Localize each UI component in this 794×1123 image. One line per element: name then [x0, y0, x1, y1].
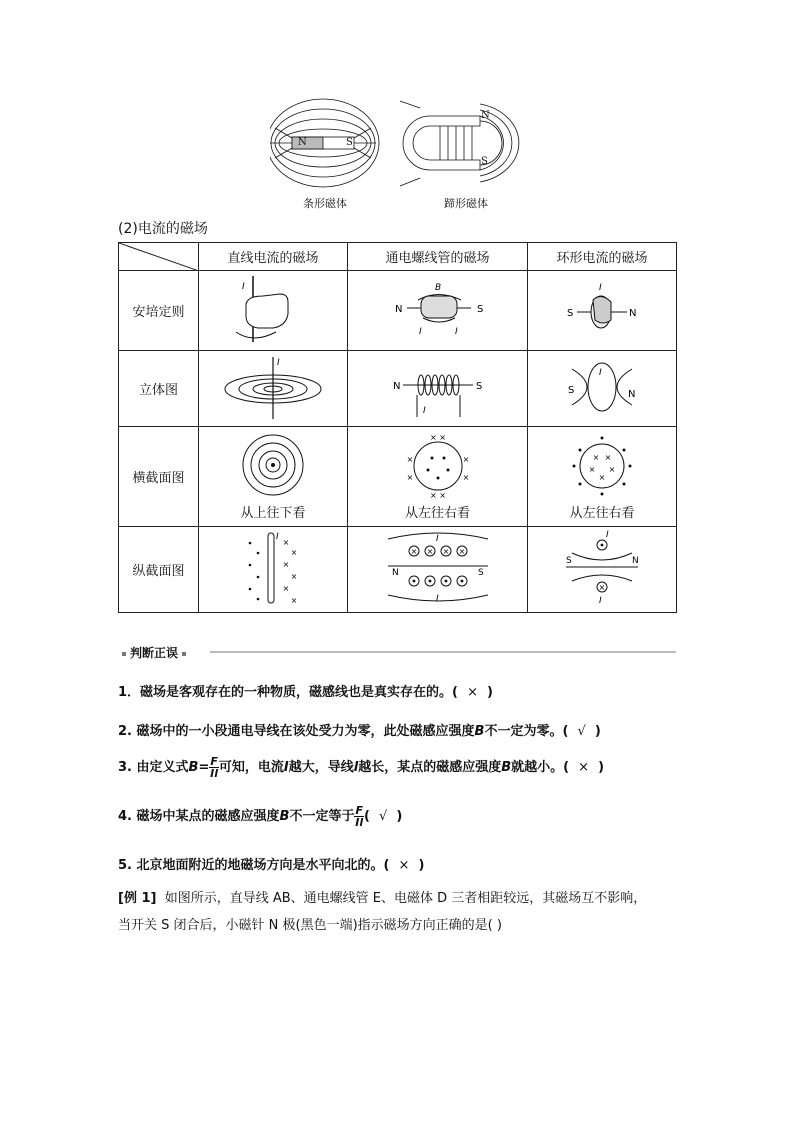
loop-long-icon: [552, 529, 652, 607]
svg-text:B: B: [434, 282, 441, 293]
cell-3d-solenoid: [348, 351, 528, 427]
cell-cross-straight: [199, 427, 348, 527]
svg-text:×: ×: [604, 453, 612, 462]
svg-text:I: I: [599, 367, 602, 378]
horseshoe-s-label: S: [481, 156, 488, 167]
svg-text:×: ×: [458, 546, 465, 556]
header-loop-current: 环形电流的磁场: [528, 243, 677, 271]
svg-text:N: N: [629, 307, 637, 319]
row-label-cross-section: 横截面图: [119, 427, 199, 527]
caption-left-right-1: 从左往右看: [404, 506, 470, 521]
svg-text:S: S: [477, 567, 484, 578]
svg-text:×: ×: [592, 453, 600, 462]
svg-text:I: I: [435, 533, 439, 544]
svg-text:×: ×: [442, 546, 449, 556]
judge-item-3: 3. 由定义式B= $\frac{F}{Il}$ 可知，电流I越大，导线l越长，某点的磁感应强度B就越小。( × ): [118, 755, 605, 780]
judge-item-4: 4. 磁场中某点的磁感应强度B不一定等于 $\frac{F}{Il}$ ( √ ): [118, 804, 403, 829]
answer-1: ×: [467, 685, 478, 700]
svg-text:I: I: [454, 326, 458, 337]
svg-text:S: S: [566, 555, 572, 566]
svg-text:×: ×: [462, 473, 469, 482]
svg-text:S: S: [475, 380, 482, 392]
current-i-label: I: [242, 281, 245, 292]
example-line-1: 如图所示，直导线 AB、通电螺线管 E、电磁体 D 三者相距较远，其磁场互不影响，: [164, 891, 647, 906]
header-straight-current: 直线电流的磁场: [199, 243, 348, 271]
answer-4: √: [379, 809, 388, 824]
horseshoe-magnet-caption: 蹄形磁体: [444, 197, 488, 210]
svg-text:I: I: [276, 531, 279, 542]
subsection-title: (2)电流的磁场: [118, 221, 208, 237]
solenoid-3d-icon: [383, 353, 493, 421]
svg-text:I: I: [599, 595, 602, 606]
svg-text:N: N: [628, 388, 636, 400]
cell-ampere-straight: [199, 271, 348, 351]
row-label-longitudinal-section: 纵截面图: [119, 527, 199, 613]
answer-5: ×: [398, 858, 410, 873]
horseshoe-n-label: N: [481, 110, 490, 121]
fraction-f-over-il: $\frac{F}{Il}$: [210, 755, 219, 780]
solenoid-cross-icon: [398, 432, 478, 498]
right-hand-straight-wire-icon: [228, 274, 318, 344]
svg-text:I: I: [277, 357, 280, 368]
cell-long-solenoid: [348, 527, 528, 613]
right-hand-loop-icon: [557, 274, 647, 344]
svg-text:×: ×: [410, 546, 417, 556]
row-label-ampere-rule: 安培定则: [119, 271, 199, 351]
bar-magnet-caption: 条形磁体: [303, 197, 347, 210]
bar-n-label: N: [298, 137, 307, 148]
straight-wire-cross-icon: [238, 432, 308, 498]
svg-text:I: I: [422, 405, 426, 416]
header-solenoid: 通电螺线管的磁场: [348, 243, 528, 271]
svg-text:N: N: [394, 303, 402, 315]
svg-text:×: ×: [588, 465, 596, 474]
row-label-3d: 立体图: [119, 351, 199, 427]
straight-wire-3d-icon: [213, 353, 333, 421]
svg-text:N: N: [392, 380, 400, 392]
cell-ampere-loop: [528, 271, 677, 351]
cell-long-loop: [528, 527, 677, 613]
example-line-2: 当开关 S 闭合后，小磁针 N 极(黑色一端)指示磁场方向正确的是( ): [118, 918, 502, 933]
svg-text:×: ×: [406, 455, 413, 464]
svg-text:×: ×: [290, 571, 298, 581]
judge-item-1: 1．磁场是客观存在的一种物质，磁感线也是真实存在的。( × ): [118, 685, 493, 700]
judge-section-title: 判断正误: [130, 646, 179, 660]
straight-wire-long-icon: [228, 529, 318, 607]
right-hand-solenoid-icon: [383, 274, 493, 344]
caption-top-down: 从上往下看: [240, 506, 306, 521]
fraction-f-over-il-2: $\frac{F}{Il}$: [355, 804, 364, 829]
svg-text:×: ×: [608, 465, 616, 474]
answer-3: ×: [578, 760, 590, 775]
horseshoe-magnet: [400, 101, 519, 186]
svg-text:I: I: [418, 326, 422, 337]
section-divider: [210, 651, 676, 653]
bullet-square: [122, 652, 126, 656]
bullet-square: [182, 652, 186, 656]
svg-text:×: ×: [426, 546, 433, 556]
magnet-field-drawing: [270, 96, 530, 196]
judge-section-header: [118, 644, 676, 660]
bar-magnet: [270, 99, 379, 187]
cell-ampere-solenoid: [348, 271, 528, 351]
example-1: [118, 885, 678, 939]
svg-text:×: ×: [406, 473, 413, 482]
bar-s-label: S: [346, 137, 353, 148]
svg-text:×: ×: [290, 595, 298, 605]
svg-text:S: S: [476, 303, 483, 315]
table-diagonal-corner: [119, 243, 199, 271]
svg-text:I: I: [435, 593, 439, 604]
caption-left-right-2: 从左往右看: [569, 506, 635, 521]
magnet-figure: [270, 96, 530, 196]
current-field-table: [118, 242, 677, 613]
svg-text:×: ×: [290, 547, 298, 557]
cell-long-straight: [199, 527, 348, 613]
judge-item-5: 5. 北京地面附近的地磁场方向是水平向北的。( × ): [118, 858, 425, 873]
svg-text:I: I: [606, 529, 609, 540]
svg-text:S: S: [568, 384, 575, 396]
answer-2: √: [577, 724, 586, 739]
svg-text:I: I: [599, 282, 602, 293]
svg-text:S: S: [567, 307, 574, 319]
cell-cross-solenoid: [348, 427, 528, 527]
solenoid-long-icon: [378, 529, 498, 607]
example-tag: [例 1]: [118, 891, 157, 906]
svg-text:×: ×: [598, 473, 606, 482]
svg-text:× ×: × ×: [429, 491, 446, 498]
svg-text:×: ×: [282, 537, 290, 547]
cell-cross-loop: [528, 427, 677, 527]
loop-3d-icon: [552, 353, 652, 421]
svg-text:×: ×: [462, 455, 469, 464]
cell-3d-straight: [199, 351, 348, 427]
judge-item-2: 2. 磁场中的一小段通电导线在该处受力为零，此处磁感应强度B不一定为零。( √ ): [118, 724, 601, 739]
svg-text:×: ×: [282, 583, 290, 593]
svg-text:N: N: [632, 555, 639, 566]
svg-text:× ×: × ×: [429, 433, 446, 442]
svg-text:×: ×: [598, 582, 606, 592]
svg-text:×: ×: [282, 559, 290, 569]
cell-3d-loop: [528, 351, 677, 427]
loop-cross-icon: [562, 432, 642, 498]
svg-text:N: N: [391, 567, 399, 578]
